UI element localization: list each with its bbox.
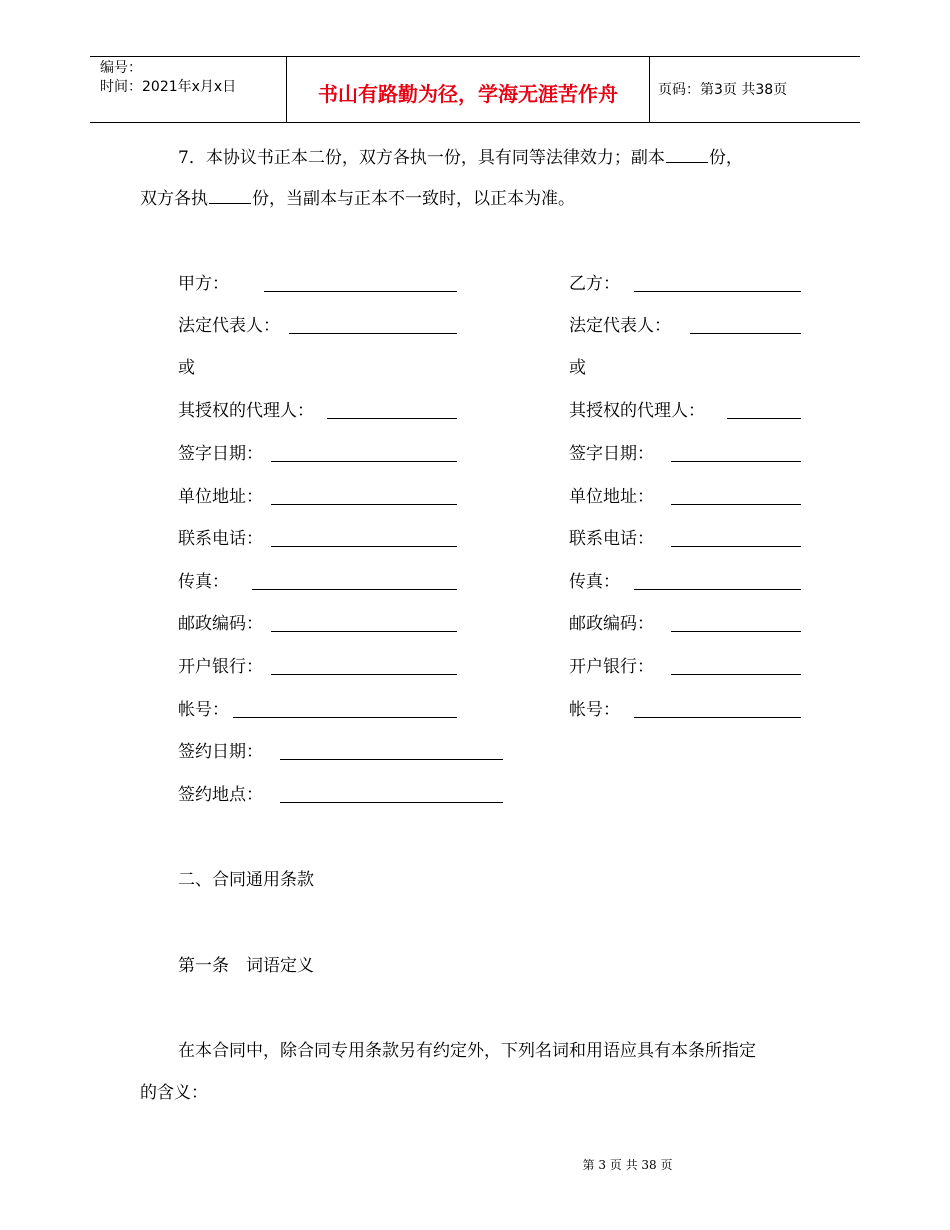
header-time-label: 时间：2021年x月x日: [100, 79, 237, 95]
definitions-intro-line2: 的含义：: [140, 1083, 208, 1103]
party-b-or-label: 或: [569, 358, 586, 378]
clause7-line2: [140, 186, 575, 210]
party-a-fax-field[interactable]: [252, 589, 457, 590]
header-motto: 书山有路勤为径，学海无涯苦作舟: [318, 82, 618, 106]
signing-place-label: 签约地点：: [178, 785, 263, 805]
party-a-address-field[interactable]: [271, 504, 457, 505]
party-a-or-label: 或: [178, 358, 195, 378]
clause7-text-b: 份，: [708, 148, 743, 168]
party-b-postcode-field[interactable]: [671, 631, 801, 632]
party-a-postcode-label: 邮政编码：: [178, 614, 263, 634]
party-a-fax-label: 传真：: [178, 572, 229, 592]
clause7-text-c: 双方各执: [140, 189, 208, 209]
party-b-name-field[interactable]: [634, 291, 801, 292]
party-a-agent-field[interactable]: [327, 418, 457, 419]
copies-each-blank[interactable]: [209, 186, 251, 204]
party-b-fax-label: 传真：: [569, 572, 620, 592]
party-a-account-label: 帐号：: [178, 700, 229, 720]
party-b-phone-label: 联系电话：: [569, 529, 654, 549]
party-b-name-label: 乙方：: [569, 274, 620, 294]
party-b-bank-label: 开户银行：: [569, 657, 654, 677]
party-b-agent-field[interactable]: [727, 418, 801, 419]
party-a-phone-label: 联系电话：: [178, 529, 263, 549]
party-a-name-field[interactable]: [264, 291, 457, 292]
copies-blank[interactable]: [666, 145, 708, 163]
party-a-address-label: 单位地址：: [178, 487, 263, 507]
signing-date-label: 签约日期：: [178, 742, 263, 762]
party-b-fax-field[interactable]: [634, 589, 801, 590]
party-a-account-field[interactable]: [233, 717, 457, 718]
clause7-text-d: 份，当副本与正本不一致时，以正本为准。: [252, 189, 575, 209]
party-a-sign-date-label: 签字日期：: [178, 444, 263, 464]
article1-heading: 第一条 词语定义: [178, 956, 314, 976]
party-b-bank-field[interactable]: [671, 674, 801, 675]
clause7-text-a: 7．本协议书正本二份，双方各执一份，具有同等法律效力；副本: [178, 148, 665, 168]
definitions-intro-line1: 在本合同中，除合同专用条款另有约定外，下列名词和用语应具有本条所指定: [178, 1041, 756, 1061]
party-b-legal-rep-label: 法定代表人：: [569, 316, 671, 336]
party-b-address-field[interactable]: [671, 504, 801, 505]
party-a-legal-rep-label: 法定代表人：: [178, 316, 280, 336]
party-b-account-label: 帐号：: [569, 700, 620, 720]
party-a-phone-field[interactable]: [271, 546, 457, 547]
party-b-phone-field[interactable]: [671, 546, 801, 547]
party-a-sign-date-field[interactable]: [271, 461, 457, 462]
clause7-line1: [178, 145, 743, 169]
header-bottom-rule: [90, 122, 860, 123]
header-top-rule: [90, 56, 860, 57]
page-footer: 第 3 页 共 38 页: [582, 1158, 673, 1172]
party-a-agent-label: 其授权的代理人：: [178, 401, 314, 421]
party-b-sign-date-field[interactable]: [671, 461, 801, 462]
party-a-bank-label: 开户银行：: [178, 657, 263, 677]
signing-place-field[interactable]: [280, 802, 503, 803]
signing-date-field[interactable]: [280, 759, 503, 760]
party-a-bank-field[interactable]: [271, 674, 457, 675]
party-b-account-field[interactable]: [634, 717, 801, 718]
party-a-name-label: 甲方：: [178, 274, 229, 294]
party-b-address-label: 单位地址：: [569, 487, 654, 507]
party-b-agent-label: 其授权的代理人：: [569, 401, 705, 421]
header-number-label: 编号：: [100, 60, 142, 76]
party-b-legal-rep-field[interactable]: [690, 333, 801, 334]
party-b-postcode-label: 邮政编码：: [569, 614, 654, 634]
header-divider-right: [649, 56, 650, 122]
party-a-postcode-field[interactable]: [271, 631, 457, 632]
header-page-info: 页码：第3页 共38页: [658, 82, 788, 98]
party-a-legal-rep-field[interactable]: [289, 333, 457, 334]
party-b-sign-date-label: 签字日期：: [569, 444, 654, 464]
section2-heading: 二、合同通用条款: [178, 870, 314, 890]
